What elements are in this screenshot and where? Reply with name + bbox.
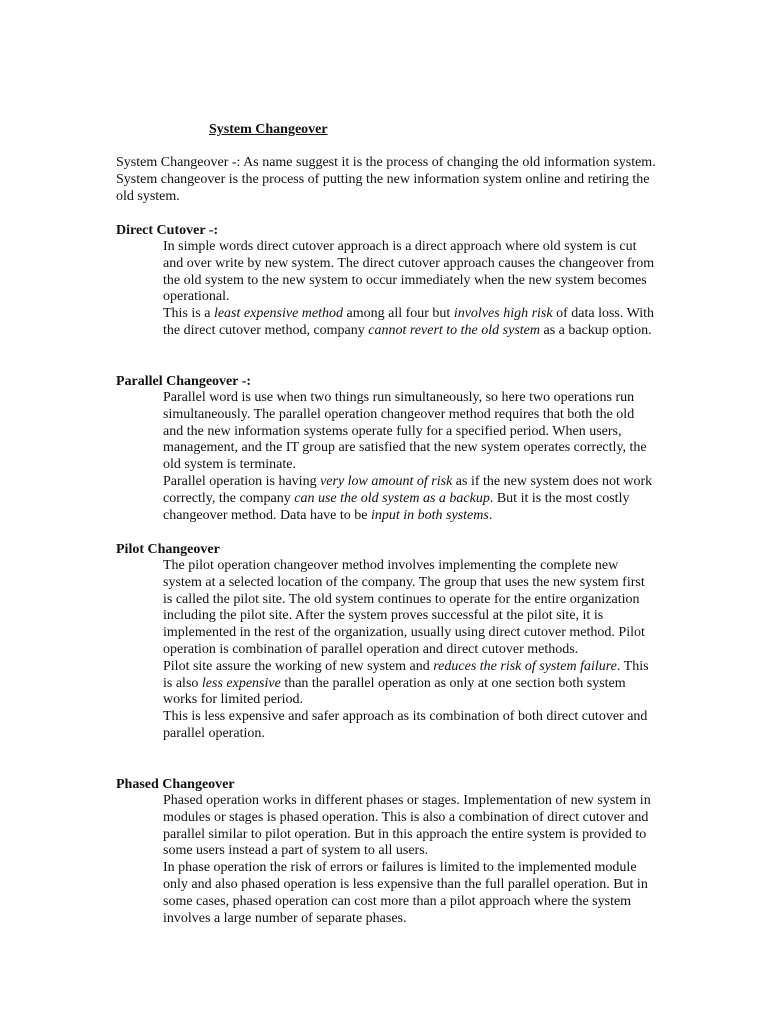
text-run: among all four but	[343, 306, 454, 322]
emphasis-text: cannot revert to the old system	[368, 322, 540, 338]
section-parallel-changeover	[116, 373, 656, 524]
body-paragraph	[163, 659, 656, 709]
emphasis-text: can use the old system as a backup	[294, 490, 490, 506]
section-direct-cutover	[116, 222, 656, 340]
section-body	[163, 390, 656, 524]
body-paragraph	[163, 860, 656, 927]
text-run: Parallel word is use when two things run simultaneously, so here two operations run simultaneously. The parallel operation changeover method requires that both the old and the new information systems operate fully for a specified period. When users, management, and the IT group are satisfied that the new system operates correctly, the old system is terminate.	[163, 390, 647, 473]
text-run: This is a	[163, 306, 214, 322]
section-heading: Pilot Changeover	[116, 542, 220, 557]
text-run: . But it is the most costly changeover method. Data have to be	[163, 490, 630, 523]
text-run: of data loss. With the direct cutover method, company	[163, 306, 655, 338]
section-body	[163, 793, 656, 927]
section-phased-changeover	[116, 776, 656, 927]
body-paragraph	[163, 390, 656, 474]
body-paragraph	[163, 239, 656, 306]
text-run: Parallel operation is having	[163, 473, 321, 489]
text-run: This is less expensive and safer approach as its combination of both direct cutover and parallel operation.	[163, 709, 648, 741]
section-body	[163, 239, 656, 340]
text-run: In simple words direct cutover approach is a direct approach where old system is cut and over write by new system. The direct cutover approach causes the changeover from the old system to the new system to occur immediately when the new system becomes operational.	[163, 239, 655, 305]
text-run: Pilot site assure the working of new system and	[163, 658, 434, 674]
emphasis-text: very low amount of risk	[320, 473, 453, 489]
text-run: In phase operation the risk of errors or failures is limited to the implemented module only and also phased operation is less expensive than the full parallel operation. But in some cases, phased operation can cost more than a pilot approach where the system involves a large number of separate phases.	[163, 860, 648, 926]
intro-paragraph: System Changeover -: As name suggest it is the process of changing the old information system. System changeover is the process of putting the new information system online and retiring the old system.	[116, 155, 656, 204]
text-run: as if the new system does not work correctly, the company	[163, 473, 653, 506]
page-title: System Changeover	[209, 122, 328, 137]
text-run: . This is also	[163, 658, 649, 691]
text-run: .	[488, 507, 493, 523]
text-run: The pilot operation changeover method involves implementing the complete new system at a selected location of the company. The group that uses the new system first is called the pilot site. The old system continues to operate for the entire organization including the pilot site. After the system proves successful at the pilot site, it is implemented in the rest of the organization, usually using direct cutover method. Pilot operation is combination of parallel operation and direct cutover methods.	[163, 558, 645, 657]
body-paragraph	[163, 793, 656, 860]
section-body	[163, 558, 656, 743]
emphasis-text: least expensive method	[213, 306, 344, 322]
body-paragraph	[163, 306, 656, 340]
emphasis-text: input in both systems	[370, 507, 489, 523]
emphasis-text: reduces the risk of system failure	[433, 658, 617, 674]
section-heading: Parallel Changeover -:	[116, 374, 252, 389]
section-pilot-changeover	[116, 541, 656, 743]
section-heading: Direct Cutover -:	[116, 223, 219, 238]
body-paragraph	[163, 709, 656, 743]
text-run: than the parallel operation as only at one section both system works for limited period.	[163, 675, 626, 708]
body-paragraph	[163, 558, 656, 659]
body-paragraph	[163, 474, 656, 524]
text-run: Phased operation works in different phases or stages. Implementation of new system in modules or stages is phased operation. This is also a combination of direct cutover and parallel similar to pilot operation. But in this approach the entire system is provided to some users instead a part of system to all users.	[163, 793, 651, 859]
emphasis-text: involves high risk	[453, 306, 553, 322]
emphasis-text: less expensive	[201, 675, 281, 691]
section-heading: Phased Changeover	[116, 777, 235, 792]
text-run: as a backup option.	[539, 322, 652, 338]
